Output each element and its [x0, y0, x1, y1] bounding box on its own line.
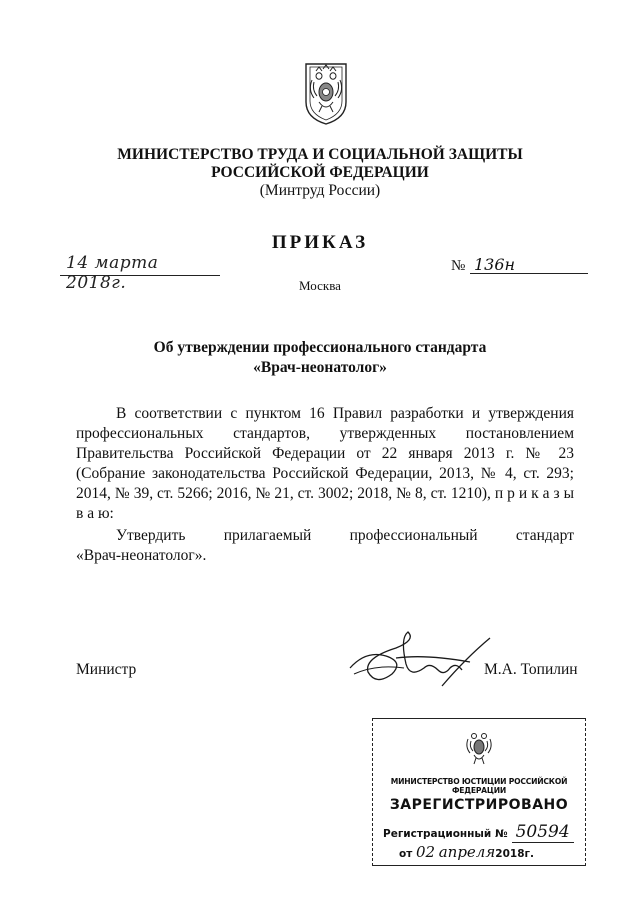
handwritten-signature [346, 628, 496, 694]
stamp-status: ЗАРЕГИСТРИРОВАНО [389, 797, 569, 813]
approve-word: профессиональный [349, 527, 478, 544]
order-number: 136н [474, 255, 516, 274]
order-subject [0, 338, 640, 378]
order-date-field [60, 252, 220, 293]
order-title: ПРИКАЗ [271, 232, 369, 253]
order-number-label: № [451, 258, 466, 274]
body-paragraph-1: В соответствии с пунктом 16 Правил разработки и утверждения профессиональных стандартов, утвержденных постановлением Правительства Российской Федерации от 22 января 2013 г. № 23 (Собрание законодательства Российской Федерации, 2013, № 4, ст. 293; 2014, № 39, ст. 5266; 2016, № 21, ст. 3002; 2018, № 8, ст. 1210), п р и к а з ы в а ю: [76, 405, 574, 522]
ministry-short-name: (Минтруд России) [259, 182, 381, 199]
registration-stamp [372, 718, 586, 866]
approve-line-1 [76, 526, 574, 546]
approve-word: Утвердить [116, 527, 186, 544]
stamp-date-day: 02 [415, 843, 436, 861]
stamp-org: МИНИСТЕРСТВО ЮСТИЦИИ РОССИЙСКОЙ ФЕДЕРАЦИИ [390, 777, 568, 795]
approve-line-2: «Врач-неонатолог». [76, 547, 207, 564]
number-underline [470, 273, 588, 274]
stamp-reg-number: 50594 [512, 822, 574, 843]
approve-paragraph [76, 526, 574, 566]
ministry-line-2: РОССИЙСКОЙ ФЕДЕРАЦИИ [211, 164, 429, 181]
stamp-reg-number-row [383, 822, 583, 842]
approve-word: прилагаемый [223, 527, 312, 544]
ministry-name [0, 146, 640, 182]
ministry-line-1: МИНИСТЕРСТВО ТРУДА И СОЦИАЛЬНОЙ ЗАЩИТЫ [117, 146, 523, 163]
stamp-date-month: апреля [438, 843, 496, 861]
date-underline [60, 275, 220, 276]
stamp-date-prefix: от [399, 848, 413, 860]
subject-line-1: Об утверждении профессионального стандарта [153, 339, 487, 356]
order-number-field [470, 254, 588, 278]
stamp-reg-label: Регистрационный № [383, 828, 508, 840]
stamp-emblem-icon [463, 727, 495, 767]
order-city: Москва [299, 278, 341, 293]
subject-line-2: «Врач-неонатолог» [253, 359, 387, 376]
stamp-date-year: 2018г. [495, 848, 534, 860]
approve-word: стандарт [515, 527, 574, 544]
coat-of-arms-emblem [302, 62, 350, 126]
stamp-date-row [399, 843, 534, 861]
signer-name: М.А. Топилин [484, 661, 578, 678]
order-body [76, 404, 574, 524]
order-date: 14 марта 2018г. [66, 253, 159, 293]
signer-position: Министр [76, 661, 137, 678]
